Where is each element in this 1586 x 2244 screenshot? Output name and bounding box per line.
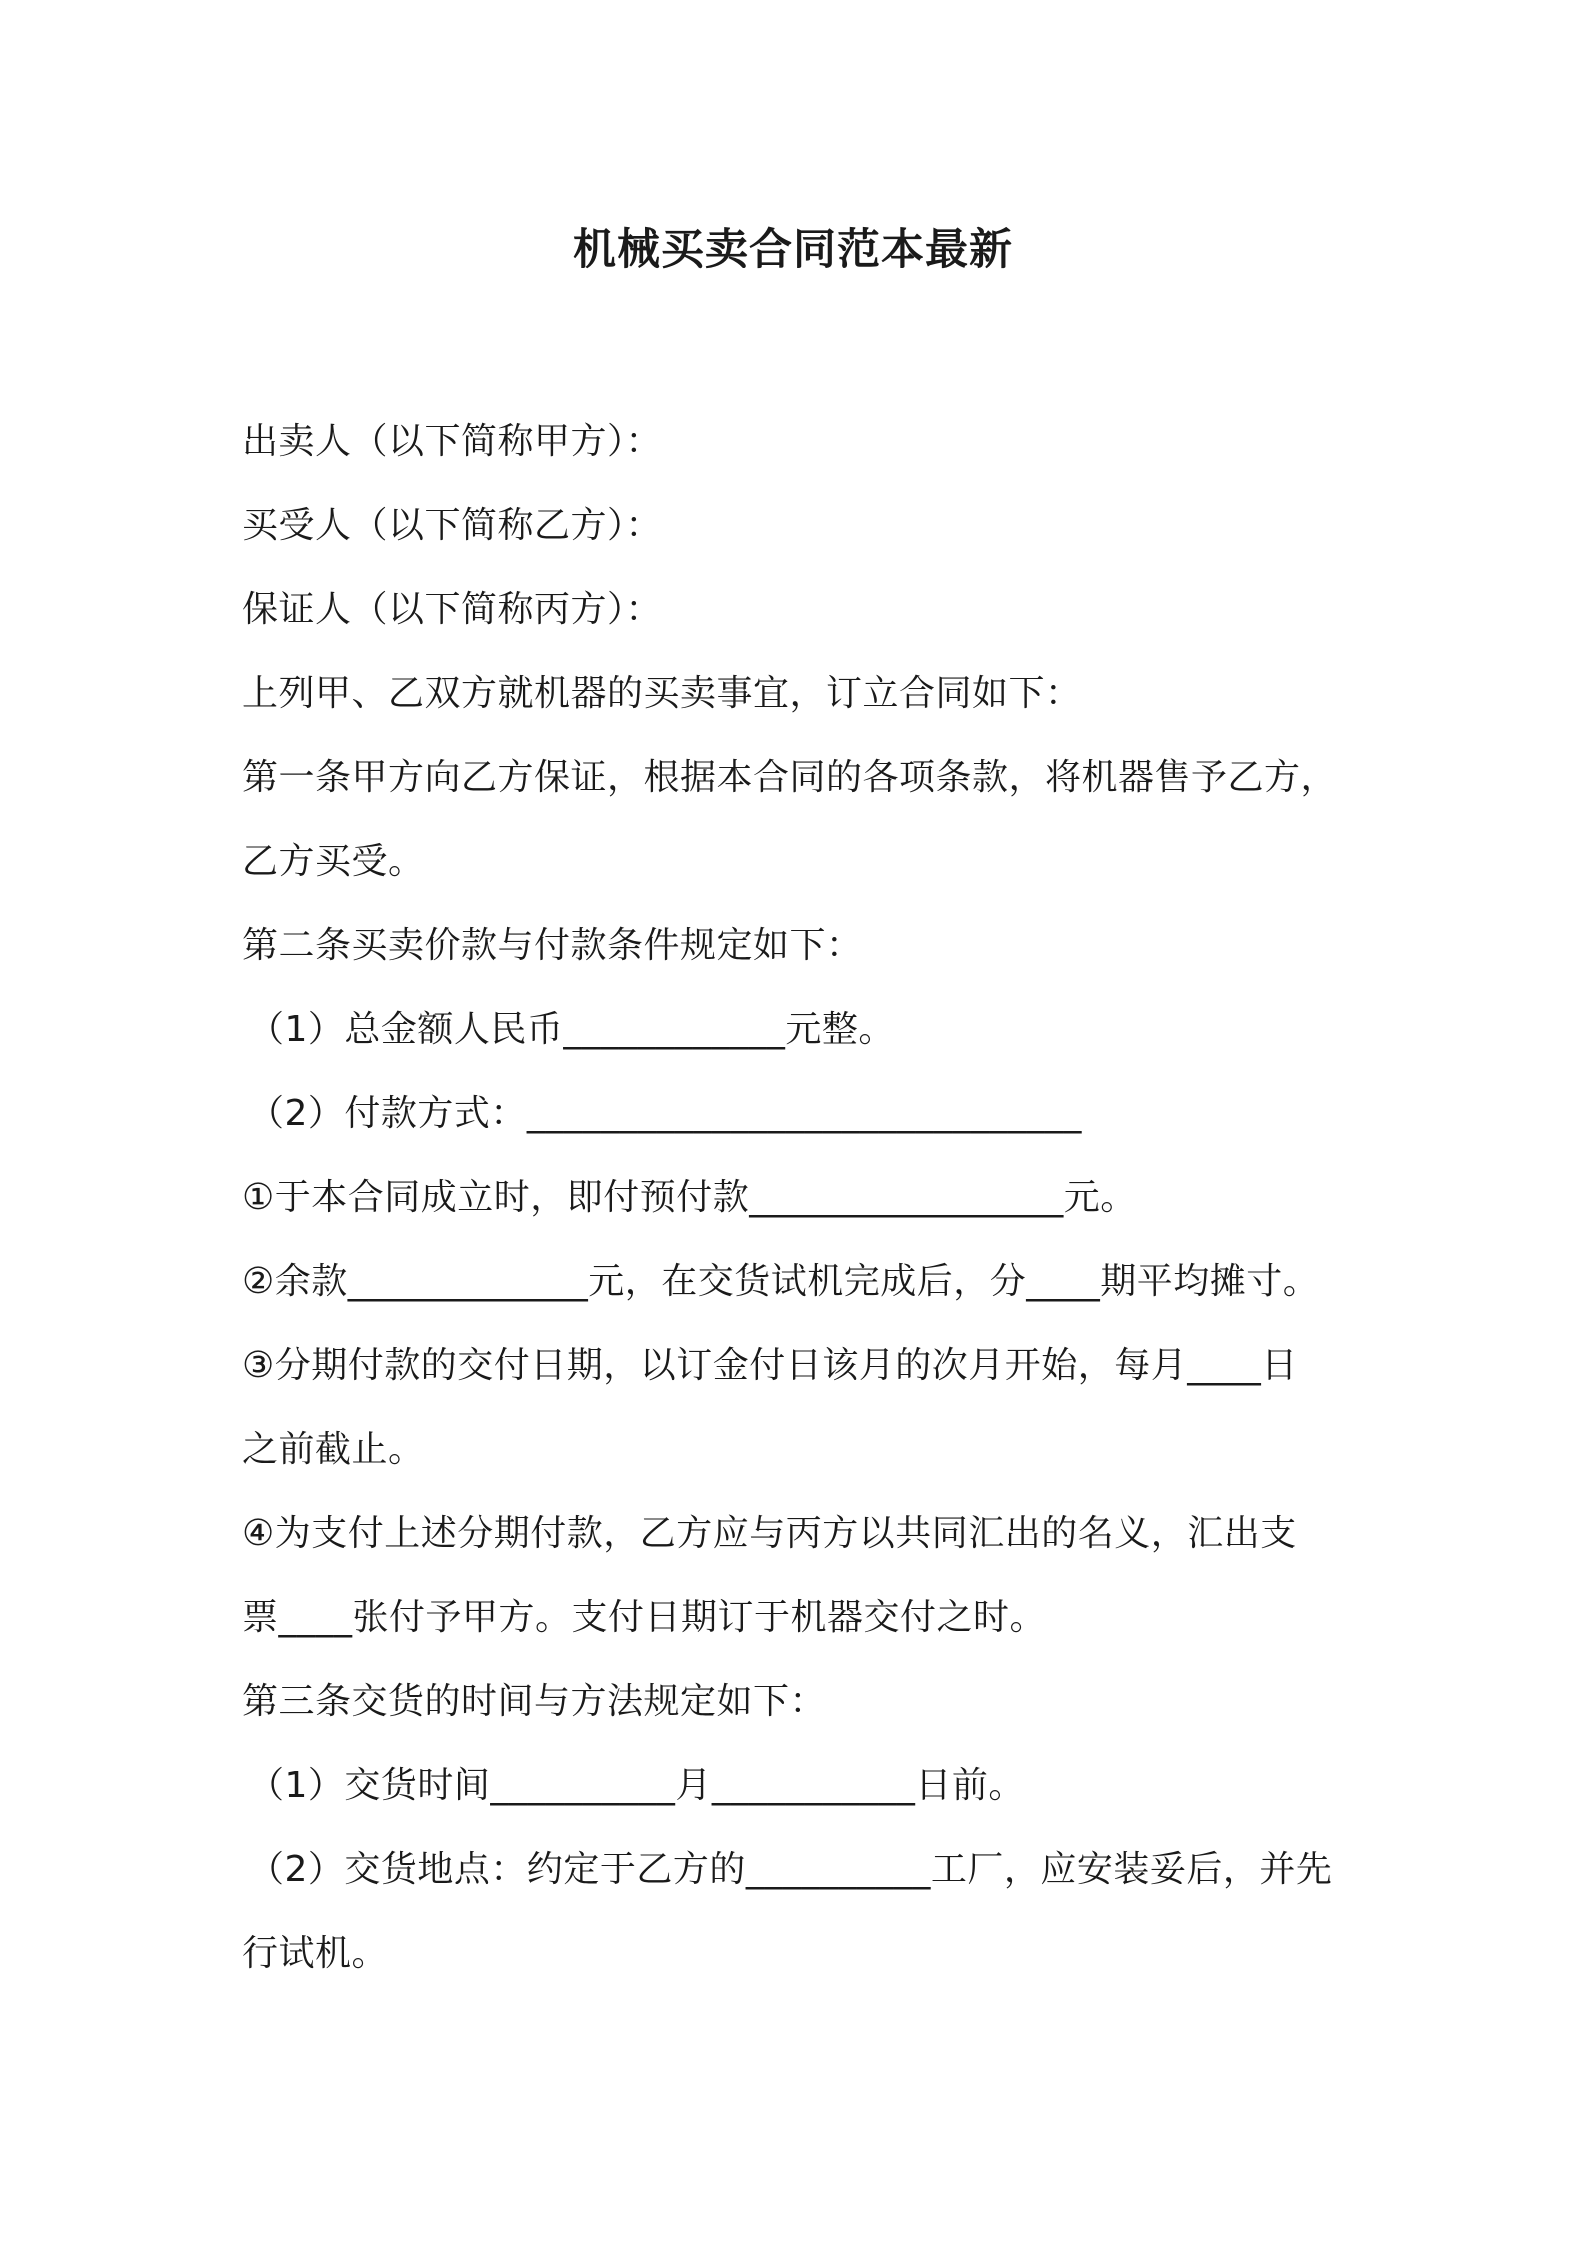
party-buyer-line: 买受人（以下简称乙方）： [242,505,663,546]
article-2-item-2: （2）付款方式：______________________________ [248,1093,1082,1134]
party-guarantor-line: 保证人（以下简称丙方）： [242,589,663,630]
party-seller-line: 出卖人（以下简称甲方）： [242,421,663,462]
article-1-line: 第一条甲方向乙方保证，根据本合同的各项条款，将机器售予乙方， [242,757,1338,798]
document-body [242,400,1362,1996]
payment-clause-3: ③分期付款的交付日期，以订金付日该月的次月开始，每月____日 [242,1345,1298,1386]
article-2-item-1: （1）总金额人民币____________元整。 [248,1009,895,1050]
preamble-line: 上列甲、乙双方就机器的买卖事宜，订立合同如下： [242,673,1082,714]
article-2-heading: 第二条买卖价款与付款条件规定如下： [242,925,863,966]
article-3-item-1: （1）交货时间__________月___________日前。 [248,1765,1025,1806]
payment-clause-2: ②余款_____________元，在交货试机完成后，分____期平均摊寸。 [242,1261,1320,1302]
payment-clause-4: ④为支付上述分期付款，乙方应与丙方以共同汇出的名义，汇出支 [242,1513,1297,1554]
payment-clause-3: 之前截止。 [242,1429,425,1470]
payment-clause-1: ①于本合同成立时，即付预付款_________________元。 [242,1177,1137,1218]
document-title: 机械买卖合同范本最新 [573,225,1013,275]
payment-clause-4: 票____张付予甲方。支付日期订于机器交付之时。 [242,1597,1047,1638]
article-3-heading: 第三条交货的时间与方法规定如下： [242,1681,827,1722]
article-3-item-2: 行试机。 [242,1933,389,1974]
article-3-item-2: （2）交货地点：约定于乙方的__________工厂，应安装妥后，并先 [248,1849,1333,1890]
article-1-line: 乙方买受。 [242,841,425,882]
